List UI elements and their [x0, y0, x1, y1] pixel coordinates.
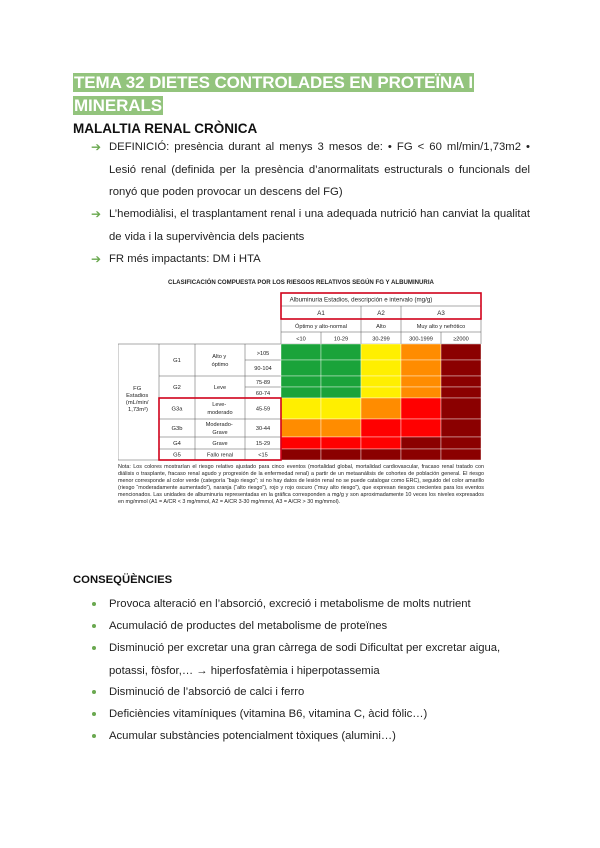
risk-cell: [281, 360, 321, 376]
interval-3: 30-299: [372, 336, 390, 343]
risk-cell: [441, 449, 481, 460]
risk-cell: [281, 344, 321, 360]
list-item: Provoca alteració en l’absorció, excreció i metabolisme de molts nutrient: [92, 593, 532, 616]
desc-g2: Leve: [213, 385, 227, 391]
ckd-risk-classification-figure: [118, 276, 484, 534]
risk-cell: [321, 449, 361, 460]
risk-cell: [401, 360, 441, 376]
interval-5: ≥2000: [453, 336, 469, 343]
risk-cell: [361, 419, 401, 437]
stage-a2: A2: [377, 310, 385, 317]
risk-cell: [321, 387, 361, 398]
risk-cell: [441, 419, 481, 437]
bullet-dot-icon: [92, 646, 96, 650]
range-g4: 15-29: [255, 441, 271, 447]
arrow-right-icon: ➔: [91, 207, 102, 221]
range-g3a: 45-59: [255, 406, 271, 413]
risk-cell: [281, 419, 321, 437]
desc-g3b: Moderado- Grave: [205, 422, 233, 436]
bullet-dot-icon: [92, 624, 96, 628]
list-item: Acumular substàncies potencialment tòxiques (alumini…): [92, 725, 532, 748]
stage-g1: G1: [173, 358, 181, 364]
desc-g3a: Leve- moderado: [207, 402, 233, 416]
desc-g1: Alto y óptimo: [211, 354, 229, 368]
stage-g3b: G3b: [171, 426, 183, 432]
risk-cell: [361, 449, 401, 460]
consequences-title: CONSEQÜÈNCIES: [73, 574, 173, 586]
risk-color-grid: [281, 344, 481, 460]
fg-label: FG Estadios (mL/min/ 1,73m²): [125, 386, 149, 413]
risk-cell: [361, 398, 401, 419]
stage-g3a: G3a: [171, 406, 183, 413]
risk-cell: [321, 398, 361, 419]
stage-a1: A1: [317, 310, 325, 317]
figure-caption: CLASIFICACIÓN COMPUESTA POR LOS RIESGOS RELATIVOS SEGÚN FG Y ALBUMINURIA: [168, 279, 434, 286]
risk-cell: [441, 344, 481, 360]
stage-g4: G4: [173, 441, 181, 447]
interval-1: <10: [296, 336, 306, 343]
risk-cell: [401, 398, 441, 419]
risk-cell: [321, 360, 361, 376]
risk-cell: [441, 360, 481, 376]
risk-cell: [281, 437, 321, 449]
range-g1b: 90-104: [254, 366, 272, 372]
page-title: TEMA 32 DIETES CONTROLADES EN PROTEÏNA I MINERALS: [74, 73, 474, 115]
bullet-item: ➔ DEFINICIÓ: presència durant al menys 3 mesos de: • FG < 60 ml/min/1,73m2 • Lesió renal (definida per la presència d’anormalitats estructurals o funcionals del ronyó que poden provocar un descens del FG): [92, 136, 530, 204]
figure-note: Nota: Los colores mostrarían el riesgo relativo ajustado para cinco eventos (mortalidad global, mortalidad cardiovascular, fracaso renal tratado con diálisis o trasplante, fracaso renal agudo y progresión de la enfermedad renal) a partir de un metaanálisis de cohortes de población general. El riesgo menor corresponde al color verde (categoría “bajo riesgo”; si no hay datos de lesión renal no se puede catalogar como ERC), seguido del color amarillo (riesgo “moderadamente aumentado”), naranja (“alto riesgo”), rojo y rojo oscuro (“muy alto riesgo”), que expresan riesgos crecientes para los eventos mencionados. Las unidades de albuminuria representadas en la gráfica corresponden a mg/g y son aproximadamente 10 veces los niveles expresados en mg/mmol (A1 = A/CR < 3 mg/mmol, A2 = A/CR 3-30 mg/mmol, A3 = A/CR > 30 mg/mmol).: [118, 464, 484, 505]
risk-cell: [441, 387, 481, 398]
range-g2b: 60-74: [255, 391, 271, 397]
arrow-right-icon: ➔: [91, 252, 102, 266]
bullet-item: ➔ L’hemodiàlisi, el trasplantament renal i una adequada nutrició han canviat la qualitat de vida i la supervivència dels pacients: [92, 203, 530, 248]
range-g5: <15: [258, 452, 268, 459]
range-g2a: 75-89: [255, 380, 271, 386]
risk-cell: [361, 344, 401, 360]
risk-cell: [401, 376, 441, 387]
risk-cell: [281, 376, 321, 387]
risk-cell: [321, 437, 361, 449]
risk-cell: [401, 344, 441, 360]
stage-g2: G2: [173, 385, 181, 391]
stage-a3: A3: [437, 310, 445, 317]
section-title: MALALTIA RENAL CRÒNICA: [73, 121, 258, 136]
desc-a2: Alto: [376, 324, 386, 330]
risk-cell: [441, 398, 481, 419]
risk-cell: [361, 387, 401, 398]
interval-4: 300-1999: [409, 336, 433, 343]
risk-cell: [281, 449, 321, 460]
risk-cell: [281, 398, 321, 419]
albuminuria-header: Albuminuria Estadios, descripción e intervalo (mg/g): [289, 296, 433, 304]
desc-g4: Grave: [212, 441, 228, 447]
desc-a3: Muy alto y nefrótico: [416, 324, 466, 330]
risk-cell: [361, 437, 401, 449]
bullet-dot-icon: [92, 734, 96, 738]
risk-cell: [401, 437, 441, 449]
list-item: Disminució per excretar una gran càrrega de sodi Dificultat per excretar aigua, potassi, fòsfor,… → hiperfosfatèmia i hiperpotassemia: [92, 637, 532, 682]
range-g1a: >105: [256, 351, 270, 357]
bullet-dot-icon: [92, 690, 96, 694]
risk-cell: [401, 419, 441, 437]
bullet-dot-icon: [92, 602, 96, 606]
risk-cell: [441, 376, 481, 387]
range-g3b: 30-44: [255, 426, 271, 432]
risk-cell: [321, 419, 361, 437]
risk-cell: [441, 437, 481, 449]
risk-cell: [321, 376, 361, 387]
ckd-risk-table: [118, 276, 484, 534]
risk-cell: [401, 387, 441, 398]
risk-cell: [361, 376, 401, 387]
list-item: Deficiències vitamíniques (vitamina B6, vitamina C, àcid fòlic…): [92, 703, 532, 726]
bullet-item: ➔ FR més impactants: DM i HTA: [92, 248, 530, 271]
arrow-right-icon: ➔: [91, 140, 102, 154]
desc-a1: Óptimo y alto-normal: [295, 324, 347, 330]
list-item: Disminució de l’absorció de calci i ferro: [92, 681, 532, 704]
risk-cell: [401, 449, 441, 460]
risk-cell: [361, 360, 401, 376]
stage-g5: G5: [173, 452, 181, 459]
risk-cell: [321, 344, 361, 360]
bullet-dot-icon: [92, 712, 96, 716]
risk-cell: [281, 387, 321, 398]
interval-2: 10-29: [333, 336, 349, 343]
desc-g5: Fallo renal: [206, 452, 234, 459]
list-item: Acumulació de productes del metabolisme de proteïnes: [92, 615, 532, 638]
